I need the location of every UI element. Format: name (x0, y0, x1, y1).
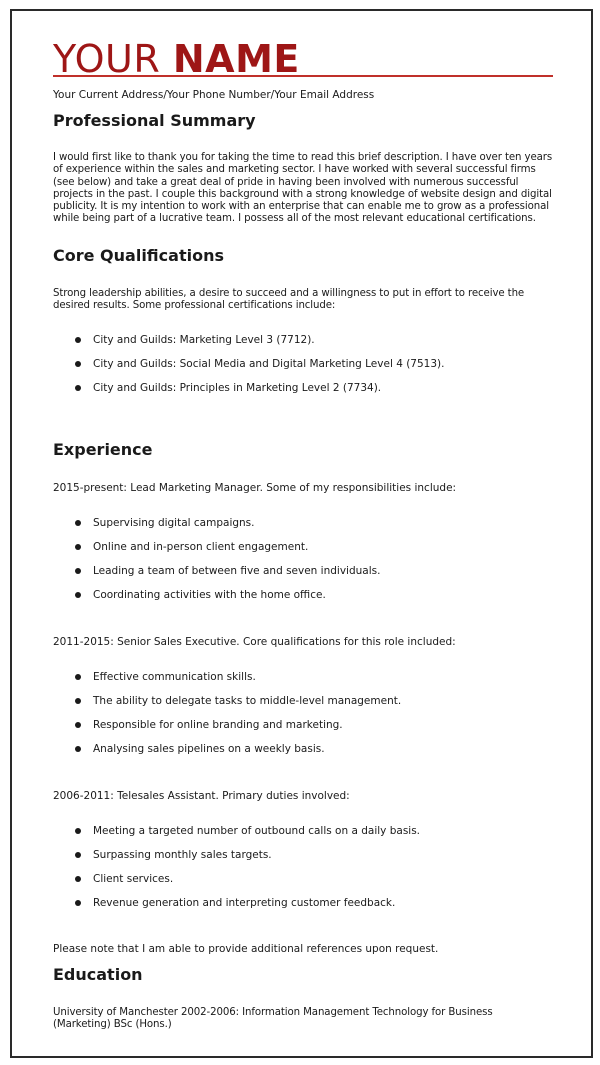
education-text: University of Manchester 2002-2006: Information Management Technology for Business (Marketing) BSc (Hons.) (53, 1007, 493, 1031)
education-heading: Education (53, 965, 143, 984)
role-heading: 2006-2011: Telesales Assistant. Primary duties involved: (53, 790, 350, 802)
bullet-icon (75, 746, 81, 752)
bullet-icon (75, 361, 81, 367)
role-heading: 2015-present: Lead Marketing Manager. Some of my responsibilities include: (53, 482, 457, 494)
bullet-icon (75, 876, 81, 882)
first-name: YOUR (53, 37, 161, 81)
header-divider (53, 75, 553, 77)
bullet-icon (75, 698, 81, 704)
qualifications-heading: Core Qualifications (53, 246, 224, 265)
experience-heading: Experience (53, 440, 153, 459)
summary-heading: Professional Summary (53, 111, 256, 130)
qualifications-intro: Strong leadership abilities, a desire to succeed and a willingness to put in effort to receive the desired results. Some professional certifications include: (53, 288, 525, 312)
bullet-icon (75, 520, 81, 526)
last-name: NAME (172, 37, 300, 81)
bullet-icon (75, 568, 81, 574)
bullet-icon (75, 385, 81, 391)
bullet-icon (75, 828, 81, 834)
bullet-icon (75, 544, 81, 550)
bullet-icon (75, 722, 81, 728)
summary-text: I would first like to thank you for taking the time to read this brief description. I have over ten years of experience within the sales and marketing sector. I have worked with several successful firms (see below) and take a great deal of pride in having been involved with numerous successful projects in the past. I couple this background with a strong knowledge of website design and digital publicity. It is my intention to work with an enterprise that can enable me to grow as a professional while being part of a lucrative team. I possess all of the most relevant educational certifications. (53, 152, 553, 225)
references-note: Please note that I am able to provide additional references upon request. (53, 943, 439, 955)
bullet-icon (75, 674, 81, 680)
contact-details: Your Current Address/Your Phone Number/Your Email Address (53, 89, 375, 101)
candidate-name (53, 39, 300, 79)
bullet-icon (75, 900, 81, 906)
bullet-icon (75, 592, 81, 598)
bullet-icon (75, 852, 81, 858)
cv-page: YOUR NAME Your Current Address/Your Phone Number/Your Email Address Professional Summary I would first like to thank you for taking the time to read this brief description. I have over ten years of experience within the sales and marketing sector. I have worked with several successful firms (see below) and take a great deal of pride in having been involved with numerous successful projects in the past. I couple this background with a strong knowledge of website design and digital publicity. It is my intention to work with an enterprise that can enable me to grow as a professional while being part of a lucrative team. I possess all of the most relevant educational certifications. Core Qualifications Strong leadership abilities, a desire to succeed and a willingness to put in effort to receive the desired results. Some professional certifications include: City and Guilds: Marketing Level 3 (7712). City and Guilds: Social Media and Digital Marketing Level 4 (7513). City and Guilds: Principles in Marketing Level 2 (7734). Experience 2015-present: Lead Marketing Manager. Some of my responsibilities include: Supervising digital campaigns. Online and in-person client engagement. Leading a team of between five and seven individuals. Coordinating activities with the home office. 2011-2015: Senior Sales Executive. Core qualifications for this role included: Effective communication skills. The ability to delegate tasks to middle-level management. Responsible for online branding and marketing. Analysing sales pipelines on a weekly basis. 2006-2011: Telesales Assistant. Primary duties involved: Meeting a targeted number of outbound calls on a daily basis. Surpassing monthly sales targets. Client services. Revenue generation and interpreting customer feedback. Please note that I am able to provide additional references upon request. Education University of Manchester 2002-2006: Information Management Technology for Business (Marketing) BSc (Hons.) (10, 9, 593, 1058)
role-heading: 2011-2015: Senior Sales Executive. Core qualifications for this role included: (53, 636, 456, 648)
bullet-icon (75, 337, 81, 343)
